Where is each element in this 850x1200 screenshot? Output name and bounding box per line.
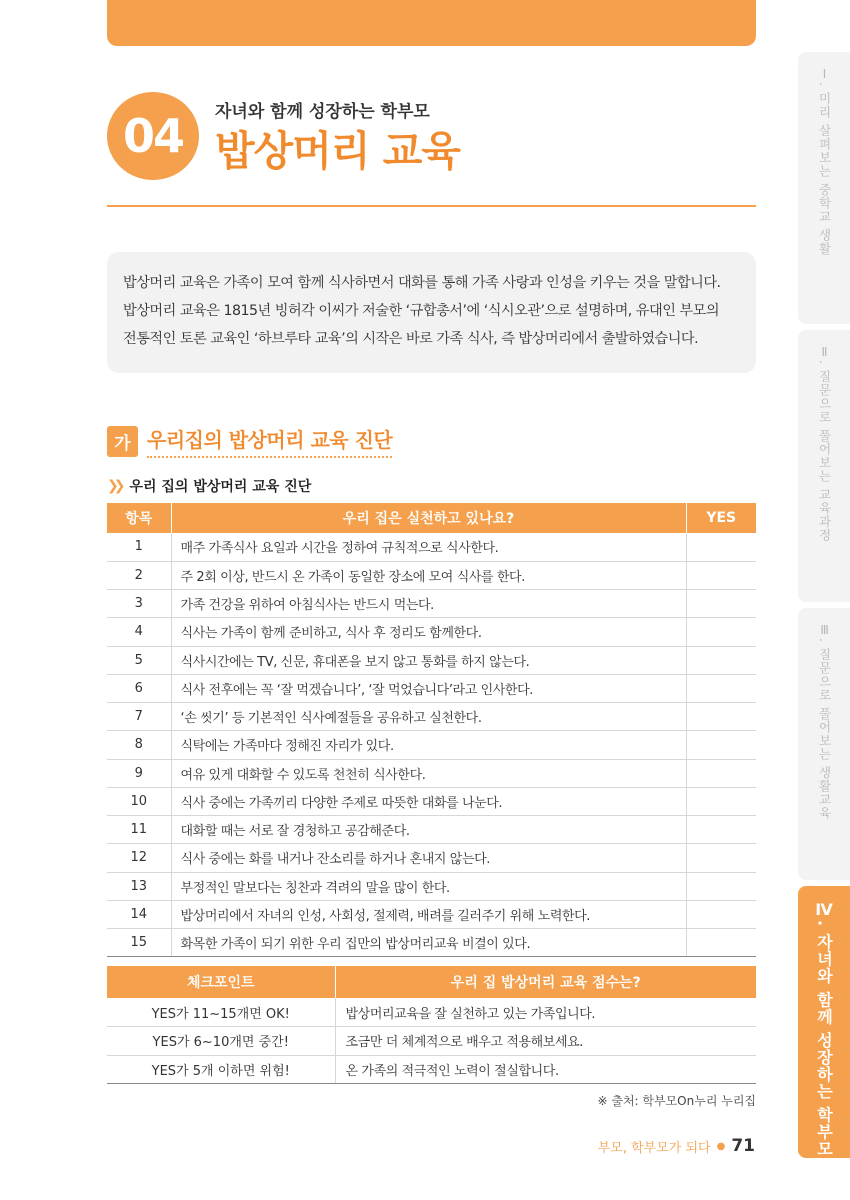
section-kicker: 자녀와 함께 성장하는 학부모	[215, 102, 430, 122]
page-title: 밥상머리 교육	[215, 127, 460, 175]
row-text: 부정적인 말보다는 칭찬과 격려의 말을 많이 한다.	[171, 872, 686, 900]
intro-box	[107, 252, 756, 373]
row-text: 대화할 때는 서로 잘 경청하고 공감해준다.	[171, 816, 686, 844]
side-tab-3-label: Ⅲ. 질문으로 풀어보는 생활교육	[817, 622, 832, 820]
table-row	[107, 533, 756, 561]
yes-check-cell[interactable]	[686, 872, 756, 900]
intro-line-1: 밥상머리 교육은 가족이 모여 함께 식사하면서 대화를 통해 가족 사랑과 인성을 키우는 것을 말합니다.	[123, 275, 721, 291]
yes-check-cell[interactable]	[686, 844, 756, 872]
row-text: 식사시간에는 TV, 신문, 휴대폰을 보지 않고 통화를 하지 않는다.	[171, 646, 686, 674]
row-number: 14	[107, 900, 171, 928]
yes-check-cell[interactable]	[686, 900, 756, 928]
row-text: 식사 중에는 화를 내거나 잔소리를 하거나 혼내지 않는다.	[171, 844, 686, 872]
side-tab-3[interactable]	[798, 608, 850, 880]
table-row	[107, 646, 756, 674]
source-note: ※ 출처: 학부모On누리 누리집	[597, 1094, 756, 1108]
bullet-dot-icon: ●	[716, 1140, 726, 1152]
yes-check-cell[interactable]	[686, 929, 756, 957]
diagnosis-table	[107, 503, 756, 957]
table-row	[107, 844, 756, 872]
row-number: 9	[107, 759, 171, 787]
row-number: 1	[107, 533, 171, 561]
row-number: 15	[107, 929, 171, 957]
row-text: 식사 전후에는 꼭 ‘잘 먹겠습니다’, ‘잘 먹었습니다’라고 인사한다.	[171, 674, 686, 702]
row-text: 주 2회 이상, 반드시 온 가족이 동일한 장소에 모여 식사를 한다.	[171, 561, 686, 589]
side-tab-1[interactable]	[798, 52, 850, 324]
row-number: 11	[107, 816, 171, 844]
intro-line-3: 전통적인 토론 교육인 ‘하브루타 교육’의 시작은 바로 가족 식사, 즉 밥상머리에서 출발하였습니다.	[123, 331, 699, 347]
top-header-bar	[107, 0, 756, 46]
header-question: 우리 집은 실천하고 있나요?	[171, 503, 686, 533]
title-divider	[107, 205, 756, 207]
table-row	[107, 872, 756, 900]
table-row	[107, 998, 756, 1027]
row-number: 13	[107, 872, 171, 900]
yes-check-cell[interactable]	[686, 561, 756, 589]
checkpoint-condition: YES가 11~15개면 OK!	[107, 998, 335, 1027]
yes-check-cell[interactable]	[686, 674, 756, 702]
table-caption	[107, 476, 311, 496]
yes-check-cell[interactable]	[686, 731, 756, 759]
subsection-badge: 가	[107, 426, 138, 457]
checkpoint-result: 밥상머리교육을 잘 실천하고 있는 가족입니다.	[335, 998, 756, 1027]
table-caption-text: 우리 집의 밥상머리 교육 진단	[129, 479, 312, 495]
checkpoint-header-row	[107, 966, 756, 998]
page-footer	[598, 1136, 755, 1156]
table-row	[107, 703, 756, 731]
row-number: 8	[107, 731, 171, 759]
table-row	[107, 731, 756, 759]
side-tab-4-label: Ⅳ. 자녀와 함께 성장하는 학부모	[814, 900, 834, 1158]
row-number: 4	[107, 618, 171, 646]
table-row	[107, 929, 756, 957]
yes-check-cell[interactable]	[686, 787, 756, 815]
header-score: 우리 집 밥상머리 교육 점수는?	[335, 966, 756, 998]
table-row	[107, 590, 756, 618]
row-number: 5	[107, 646, 171, 674]
row-number: 12	[107, 844, 171, 872]
row-number: 3	[107, 590, 171, 618]
row-text: 여유 있게 대화할 수 있도록 천천히 식사한다.	[171, 759, 686, 787]
row-number: 10	[107, 787, 171, 815]
row-number: 7	[107, 703, 171, 731]
side-tab-2-label: Ⅱ. 질문으로 풀어보는 교육과정	[817, 344, 832, 542]
section-number-badge: 04	[107, 92, 199, 180]
subsection-heading	[107, 425, 392, 457]
yes-check-cell[interactable]	[686, 759, 756, 787]
row-text: 식사 중에는 가족끼리 다양한 주제로 따뜻한 대화를 나눈다.	[171, 787, 686, 815]
footer-book-title: 부모, 학부모가 되다	[597, 1140, 711, 1156]
row-number: 2	[107, 561, 171, 589]
row-number: 6	[107, 674, 171, 702]
diagnosis-header-row	[107, 503, 756, 533]
table-row	[107, 674, 756, 702]
checkpoint-result: 온 가족의 적극적인 노력이 절실합니다.	[335, 1055, 756, 1084]
row-text: 식탁에는 가족마다 정해진 자리가 있다.	[171, 731, 686, 759]
table-row	[107, 759, 756, 787]
row-text: 밥상머리에서 자녀의 인성, 사회성, 절제력, 배려를 길러주기 위해 노력한다.	[171, 900, 686, 928]
yes-check-cell[interactable]	[686, 646, 756, 674]
side-tab-1-label: Ⅰ. 미리 살펴보는 중학교 생활	[817, 66, 832, 256]
side-tab-2[interactable]	[798, 330, 850, 602]
row-text: 식사는 가족이 함께 준비하고, 식사 후 정리도 함께한다.	[171, 618, 686, 646]
row-text: 매주 가족식사 요일과 시간을 정하여 규칙적으로 식사한다.	[171, 533, 686, 561]
table-row	[107, 1055, 756, 1084]
page-number: 71	[731, 1136, 755, 1156]
table-row	[107, 561, 756, 589]
table-row	[107, 787, 756, 815]
side-tab-4[interactable]	[798, 886, 850, 1158]
checkpoint-condition: YES가 6~10개면 중간!	[107, 1027, 335, 1056]
checkpoint-table	[107, 966, 756, 1084]
header-checkpoint: 체크포인트	[107, 966, 335, 998]
yes-check-cell[interactable]	[686, 618, 756, 646]
row-text: 가족 건강을 위하여 아침식사는 반드시 먹는다.	[171, 590, 686, 618]
row-text: ‘손 씻기’ 등 기본적인 식사예절들을 공유하고 실천한다.	[171, 703, 686, 731]
yes-check-cell[interactable]	[686, 590, 756, 618]
table-row	[107, 816, 756, 844]
table-row	[107, 1027, 756, 1056]
table-row	[107, 900, 756, 928]
yes-check-cell[interactable]	[686, 816, 756, 844]
intro-line-2: 밥상머리 교육은 1815년 빙허각 이씨가 저술한 ‘규합총서’에 ‘식시오관’으로 설명하며, 유대인 부모의	[123, 303, 720, 319]
header-yes: YES	[686, 503, 756, 533]
checkpoint-result: 조금만 더 체계적으로 배우고 적용해보세요.	[335, 1027, 756, 1056]
double-chevron-right-icon: ❯❯	[107, 478, 121, 494]
table-row	[107, 618, 756, 646]
subsection-title: 우리집의 밥상머리 교육 진단	[147, 424, 392, 458]
row-text: 화목한 가족이 되기 위한 우리 집만의 밥상머리교육 비결이 있다.	[171, 929, 686, 957]
yes-check-cell[interactable]	[686, 703, 756, 731]
yes-check-cell[interactable]	[686, 533, 756, 561]
checkpoint-condition: YES가 5개 이하면 위험!	[107, 1055, 335, 1084]
header-item: 항목	[107, 503, 171, 533]
